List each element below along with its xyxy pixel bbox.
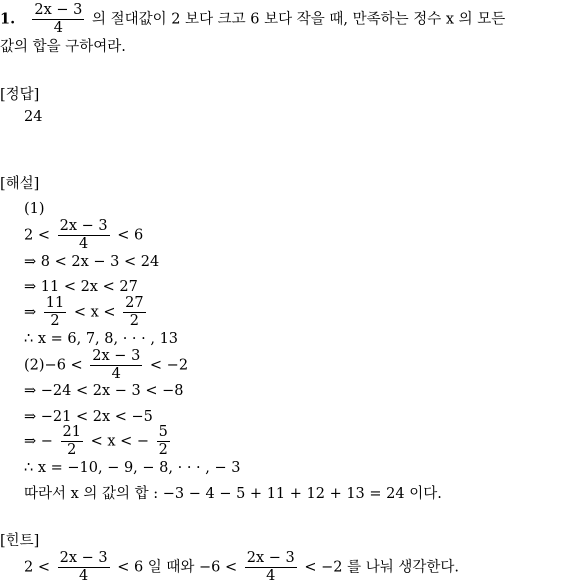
solution-step-2: ⇒ 8 < 2x − 3 < 24 — [24, 254, 160, 270]
step8-denominator-1: 2 — [67, 442, 77, 458]
part2-numerator: 2x − 3 — [92, 348, 141, 364]
answer-value: 24 — [24, 109, 43, 125]
part2-denominator: 4 — [111, 366, 121, 382]
step1-right: < 6 — [117, 227, 144, 244]
solution-step-9: ∴ x = −10, − 9, − 8, · · · , − 3 — [24, 460, 241, 476]
problem-line-2 — [0, 38, 126, 56]
step8-denominator-2: 2 — [158, 442, 168, 458]
problem-number: 1. — [0, 10, 16, 28]
solution-part1-label: (1) — [24, 201, 45, 217]
problem-text-line-1: 의 절대값이 2 보다 크고 6 보다 작을 때, 만족하는 정수 x 의 모든 — [91, 11, 506, 28]
step8-numerator-1: 21 — [62, 424, 81, 440]
hint-fraction-2 — [245, 550, 297, 585]
step4-denominator-2: 2 — [129, 313, 139, 329]
solution-part-2 — [24, 348, 188, 383]
step4-middle: < x < — [73, 304, 116, 321]
solution-step-7: ⇒ −21 < 2x < −5 — [24, 409, 153, 425]
hint-right: < −2 를 나눠 생각한다. — [304, 559, 460, 576]
step8-numerator-2: 5 — [158, 424, 168, 440]
hint-numerator-2: 2x − 3 — [246, 550, 295, 566]
step8-prefix: ⇒ − — [24, 433, 53, 450]
hint-middle: < 6 일 때와 −6 < — [117, 559, 238, 576]
step4-denominator-1: 2 — [50, 313, 60, 329]
step8-fraction-1 — [61, 424, 83, 459]
hint-left: 2 < — [24, 559, 50, 576]
hint-denominator-2: 4 — [266, 568, 276, 584]
problem-text-line-2: 값의 합을 구하여라. — [0, 39, 126, 55]
part2-right: < −2 — [149, 357, 189, 374]
part2-prefix: (2)−6 < — [24, 357, 83, 374]
problem-line-1 — [0, 2, 505, 37]
hint-denominator-1: 4 — [78, 568, 89, 584]
solution-step-5: ∴ x = 6, 7, 8, · · · , 13 — [24, 331, 179, 347]
step8-fraction-2 — [157, 424, 170, 459]
problem-fraction — [32, 2, 84, 37]
solution-conclusion: 따라서 x 의 값의 합 : −3 − 4 − 5 + 11 + 12 + 13 = 24 이다. — [24, 486, 442, 502]
step8-middle: < x < − — [90, 433, 150, 450]
solution-step-6: ⇒ −24 < 2x − 3 < −8 — [24, 383, 184, 399]
step4-fraction-2 — [123, 295, 145, 330]
hint-line — [24, 550, 459, 585]
step1-fraction — [58, 218, 110, 253]
solution-step-3: ⇒ 11 < 2x < 27 — [24, 279, 138, 295]
hint-label: [힌트] — [0, 533, 40, 549]
step1-denominator: 4 — [78, 236, 89, 252]
problem-fraction-numerator: 2x − 3 — [34, 2, 83, 18]
step1-numerator: 2x − 3 — [59, 218, 108, 234]
solution-step-4 — [24, 295, 149, 330]
step4-numerator-1: 11 — [45, 295, 65, 311]
problem-fraction-denominator: 4 — [53, 20, 63, 36]
hint-numerator-1: 2x − 3 — [59, 550, 108, 566]
step4-prefix: ⇒ — [24, 304, 37, 321]
solution-step-8 — [24, 424, 173, 459]
solution-step-1 — [24, 218, 143, 253]
step4-fraction-1 — [44, 295, 66, 330]
hint-fraction-1 — [58, 550, 110, 585]
step4-numerator-2: 27 — [125, 295, 144, 311]
answer-label: [정답] — [0, 87, 40, 103]
part2-fraction — [90, 348, 142, 383]
solution-label: [해설] — [0, 176, 40, 192]
step1-left: 2 < — [24, 227, 50, 244]
